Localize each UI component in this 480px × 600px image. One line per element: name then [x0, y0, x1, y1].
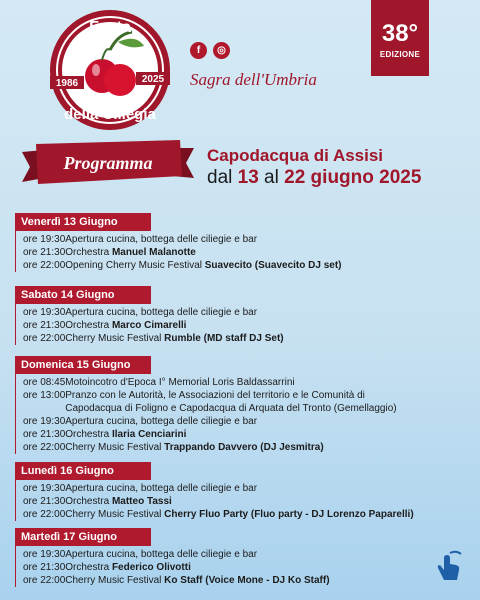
- event-list: [15, 231, 415, 272]
- event-row: ore 22:00 Cherry Music Festival Ko Staff (Voice Mone - DJ Ko Staff): [23, 575, 330, 586]
- logo-top-text: Festa: [89, 19, 131, 36]
- event-row: ore 22:00 Cherry Music Festival Trappando Davvero (DJ Jesmitra): [23, 442, 324, 453]
- day-title: Sabato 14 Giugno: [15, 286, 151, 304]
- day-block: [15, 286, 415, 345]
- day-block: [15, 528, 415, 587]
- event-list: [15, 480, 415, 521]
- event-row: ore 21:30 Orchestra Matteo Tassi: [23, 496, 172, 507]
- event-row: ore 19:30 Apertura cucina, bottega delle ciliegie e bar: [23, 549, 258, 560]
- day-title: Lunedì 16 Giugno: [15, 462, 151, 480]
- facebook-icon[interactable]: f: [190, 42, 207, 59]
- event-list: [15, 546, 415, 587]
- logo-year-right: 2025: [141, 74, 165, 85]
- event-row: ore 19:30 Apertura cucina, bottega delle ciliegie e bar: [23, 416, 258, 427]
- day-block: [15, 462, 415, 521]
- edition-label: EDIZIONE: [379, 50, 421, 59]
- event-row: ore 22:00 Cherry Music Festival Cherry Fluo Party (Fluo party - DJ Lorenzo Paparelli): [23, 509, 414, 520]
- day-title: Venerdì 13 Giugno: [15, 213, 151, 231]
- event-row: ore 21:30 Orchestra Ilaria Cenciarini: [23, 429, 187, 440]
- day-block: [15, 356, 415, 454]
- social-links: [190, 42, 230, 59]
- event-row: ore 21:30 Orchestra Manuel Malanotte: [23, 247, 196, 258]
- logo-year-left: 1986: [55, 78, 79, 89]
- event-row: ore 19:30 Apertura cucina, bottega delle ciliegie e bar: [23, 307, 258, 318]
- date-end: 22 giugno 2025: [284, 167, 422, 188]
- day-block: [15, 213, 415, 272]
- event-row: ore 19:30 Apertura cucina, bottega delle ciliegie e bar: [23, 234, 258, 245]
- instagram-icon[interactable]: ◎: [213, 42, 230, 59]
- event-place: Capodacqua di Assisi: [207, 146, 384, 165]
- event-row: ore 19:30 Apertura cucina, bottega delle ciliegie e bar: [23, 483, 258, 494]
- dates-prefix: dal: [207, 167, 238, 188]
- event-row: ore 22:00 Opening Cherry Music Festival Suavecito (Suavecito DJ set): [23, 260, 342, 271]
- swipe-hand-icon[interactable]: [430, 550, 464, 584]
- event-row: ore 13:00 Pranzo con le Autorità, le Associazioni del territorio e le Comunità di Capodacqua di Foligno e Capodacqua di Arquata del Tronto (Gemellaggio): [23, 390, 397, 414]
- edition-badge: [371, 0, 429, 76]
- programma-ribbon: [22, 138, 194, 190]
- ribbon-text: Programma: [63, 153, 153, 173]
- dates-mid: al: [258, 167, 285, 188]
- date-start: 13: [237, 167, 259, 188]
- event-list: [15, 374, 415, 454]
- logo-bottom-text: della Ciliegia: [64, 106, 156, 123]
- event-row: ore 08:45 Motoincotro d'Epoca I° Memorial Loris Baldassarrini: [23, 377, 295, 388]
- day-title: Domenica 15 Giugno: [15, 356, 151, 374]
- event-dates: [207, 167, 421, 189]
- sagra-title: Sagra dell'Umbria: [190, 70, 317, 89]
- event-row: ore 21:30 Orchestra Marco Cimarelli: [23, 320, 187, 331]
- festa-della-ciliegia-logo: [40, 6, 180, 134]
- event-row: ore 22:00 Cherry Music Festival Rumble (MD staff DJ Set): [23, 333, 284, 344]
- event-list: [15, 304, 415, 345]
- edition-number: 38°: [381, 20, 419, 47]
- event-row: ore 21:30 Orchestra Federico Olivotti: [23, 562, 191, 573]
- day-title: Martedì 17 Giugno: [15, 528, 151, 546]
